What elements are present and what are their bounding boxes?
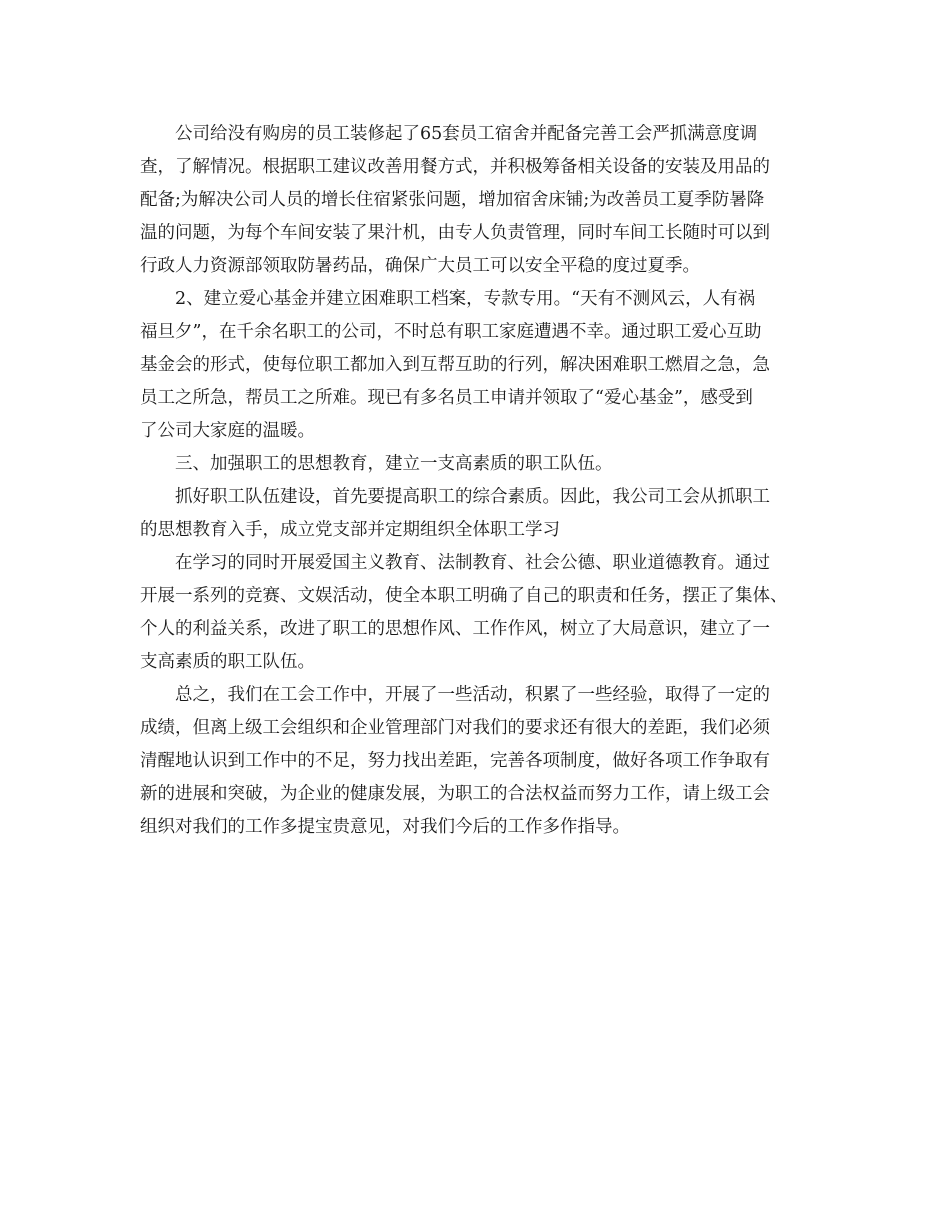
paragraph-housing bbox=[140, 118, 820, 283]
paragraph-conclusion bbox=[140, 679, 820, 844]
text-line: 新的进展和突破，为企业的健康发展，为职工的合法权益而努力工作，请上级工会 bbox=[140, 784, 770, 804]
text-line: 抓好职工队伍建设，首先要提高职工的综合素质。因此，我公司工会从抓职工 bbox=[175, 487, 770, 507]
text-line: 成绩，但离上级工会组织和企业管理部门对我们的要求还有很大的差距，我们必须 bbox=[140, 718, 770, 738]
text-line: 在学习的同时开展爱国主义教育、法制教育、社会公德、职业道德教育。通过 bbox=[175, 553, 770, 573]
text-line: 基金会的形式，使每位职工都加入到互帮互助的行列，解决困难职工燃眉之急，急 bbox=[140, 355, 770, 375]
text-line: 2、建立爱心基金并建立困难职工档案，专款专用。“天有不测风云，人有祸 bbox=[175, 289, 756, 309]
text-line: 个人的利益关系，改进了职工的思想作风、工作作风，树立了大局意识，建立了一 bbox=[140, 619, 770, 639]
section-heading-three bbox=[140, 448, 820, 481]
text-line: 配备;为解决公司人员的增长住宿紧张问题，增加宿舍床铺;为改善员工夏季防暑降 bbox=[140, 190, 765, 210]
paragraph-education bbox=[140, 547, 820, 679]
paragraph-team-building bbox=[140, 481, 820, 547]
text-line: 的思想教育入手，成立党支部并定期组织全体职工学习 bbox=[140, 520, 560, 540]
text-line: 查，了解情况。根据职工建议改善用餐方式，并积极筹备相关设备的安装及用品的 bbox=[140, 157, 770, 177]
document-body bbox=[140, 118, 820, 844]
text-line: 福旦夕”，在千余名职工的公司，不时总有职工家庭遭遇不幸。通过职工爱心互助 bbox=[140, 322, 762, 342]
text-line: 组织对我们的工作多提宝贵意见，对我们今后的工作多作指导。 bbox=[140, 817, 630, 837]
section-heading: 三、加强职工的思想教育，建立一支高素质的职工队伍。 bbox=[175, 454, 613, 474]
text-line: 公司给没有购房的员工装修起了65套员工宿舍并配备完善工会严抓满意度调 bbox=[175, 124, 758, 144]
text-line: 行政人力资源部领取防暑药品，确保广大员工可以安全平稳的度过夏季。 bbox=[140, 256, 700, 276]
text-line: 开展一系列的竞赛、文娱活动，使全本职工明确了自己的职责和任务，摆正了集体、 bbox=[140, 586, 788, 606]
text-line: 了公司大家庭的温暖。 bbox=[140, 421, 315, 441]
text-line: 总之，我们在工会工作中，开展了一些活动，积累了一些经验，取得了一定的 bbox=[175, 685, 770, 705]
text-line: 支高素质的职工队伍。 bbox=[140, 652, 315, 672]
paragraph-love-fund bbox=[140, 283, 820, 448]
text-line: 员工之所急，帮员工之所难。现已有多名员工申请并领取了“爱心基金”，感受到 bbox=[140, 388, 753, 408]
text-line: 清醒地认识到工作中的不足，努力找出差距，完善各项制度，做好各项工作争取有 bbox=[140, 751, 770, 771]
text-line: 温的问题，为每个车间安装了果汁机，由专人负责管理，同时车间工长随时可以到 bbox=[140, 223, 770, 243]
